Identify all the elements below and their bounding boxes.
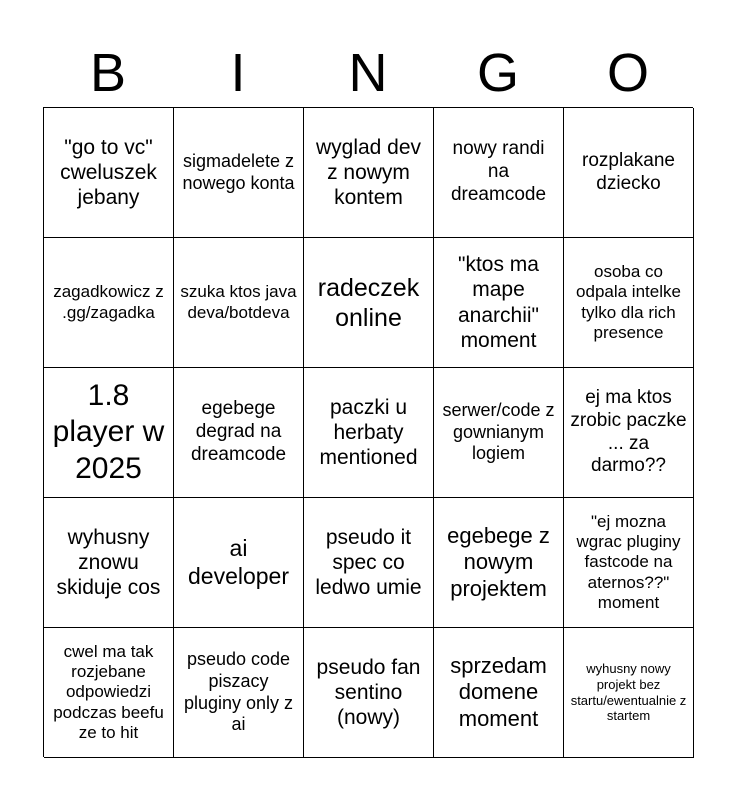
bingo-cell[interactable]: wyhusny znowu skiduje cos (44, 498, 174, 628)
bingo-cell[interactable]: sigmadelete z nowego konta (174, 108, 304, 238)
header-letter-n: N (348, 43, 388, 103)
bingo-cell[interactable]: egebege degrad na dreamcode (174, 368, 304, 498)
bingo-cell[interactable]: "ktos ma mape anarchii" moment (434, 238, 564, 368)
bingo-cell[interactable]: ej ma ktos zrobic paczke ... za darmo?? (564, 368, 694, 498)
bingo-cell[interactable]: osoba co odpala intelke tylko dla rich presence (564, 238, 694, 368)
bingo-header (43, 40, 693, 106)
bingo-cell[interactable]: wyglad dev z nowym kontem (304, 108, 434, 238)
bingo-cell[interactable]: serwer/code z gownianym logiem (434, 368, 564, 498)
bingo-grid (43, 107, 693, 757)
bingo-cell[interactable]: wyhusny nowy projekt bez startu/ewentualnie z startem (564, 628, 694, 758)
header-letter-o: O (606, 43, 649, 103)
bingo-cell[interactable]: pseudo code piszacy pluginy only z ai (174, 628, 304, 758)
bingo-cell[interactable]: paczki u herbaty mentioned (304, 368, 434, 498)
bingo-cell[interactable]: cwel ma tak rozjebane odpowiedzi podczas beefu ze to hit (44, 628, 174, 758)
header-letter-g: G (476, 43, 519, 103)
bingo-cell[interactable]: szuka ktos java deva/botdeva (174, 238, 304, 368)
header-letter-i: I (230, 43, 246, 103)
header-letter-b: B (89, 43, 127, 103)
bingo-cell[interactable]: egebege z nowym projektem (434, 498, 564, 628)
bingo-cell[interactable]: ai developer (174, 498, 304, 628)
bingo-cell[interactable]: "go to vc" cweluszek jebany (44, 108, 174, 238)
bingo-cell[interactable]: zagadkowicz z .gg/zagadka (44, 238, 174, 368)
bingo-cell[interactable]: pseudo it spec co ledwo umie (304, 498, 434, 628)
bingo-cell[interactable]: pseudo fan sentino (nowy) (304, 628, 434, 758)
bingo-cell[interactable]: nowy randi na dreamcode (434, 108, 564, 238)
bingo-cell[interactable]: rozplakane dziecko (564, 108, 694, 238)
bingo-cell[interactable]: 1.8 player w 2025 (44, 368, 174, 498)
bingo-cell[interactable]: "ej mozna wgrac pluginy fastcode na aternos??" moment (564, 498, 694, 628)
bingo-cell[interactable]: sprzedam domene moment (434, 628, 564, 758)
bingo-cell[interactable]: radeczek online (304, 238, 434, 368)
